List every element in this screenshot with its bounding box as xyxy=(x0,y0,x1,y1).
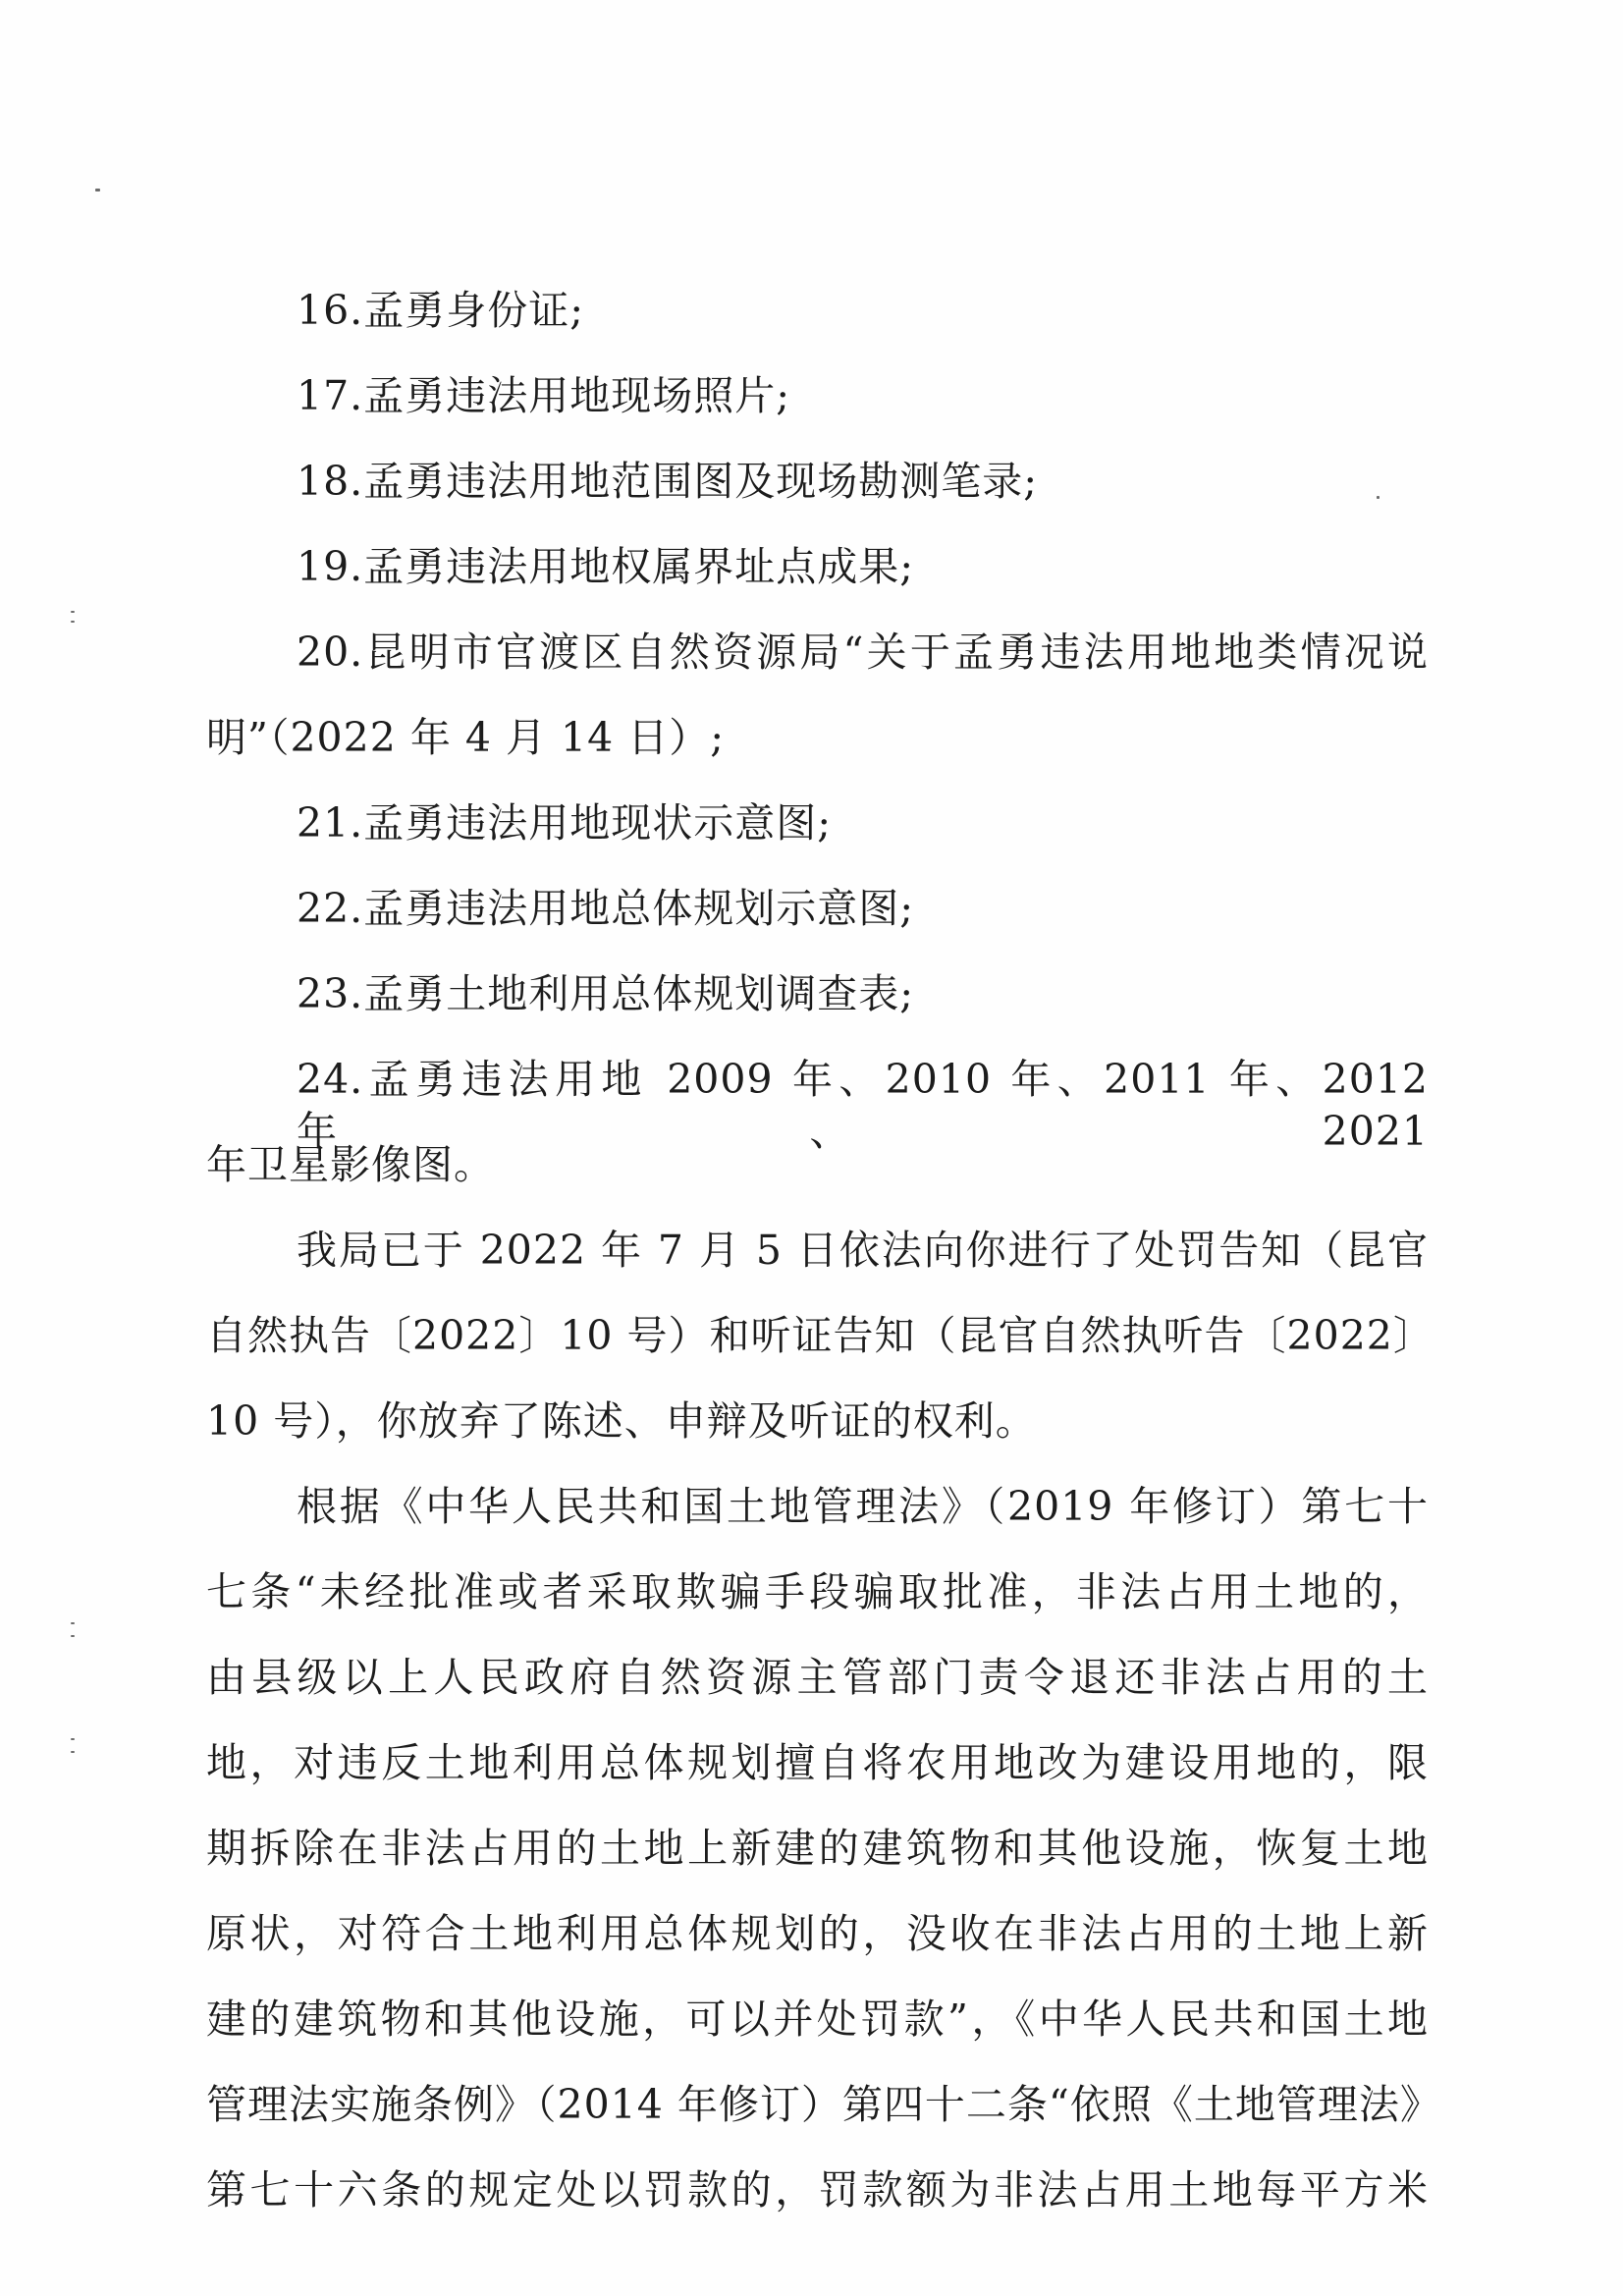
scan-speck xyxy=(71,1738,75,1740)
document-line: 16.孟勇身份证; xyxy=(297,287,585,334)
document-line: 管理法实施条例》（2014 年修订）第四十二条“依照《土地管理法》 xyxy=(206,2081,1441,2128)
document-line: 自然执告〔2022〕10 号）和听证告知（昆官自然执听告〔2022〕 xyxy=(206,1312,1434,1359)
document-line: 24.孟勇违法用地 2009 年、2010 年、2011 年、2012 年、2021 xyxy=(297,1056,1429,1155)
document-line: 年卫星影像图。 xyxy=(206,1141,495,1188)
document-line: 第七十六条的规定处以罚款的，罚款额为非法占用土地每平方米 xyxy=(206,2166,1429,2214)
document-line: 建的建筑物和其他设施，可以并处罚款”，《中华人民共和国土地 xyxy=(206,1995,1429,2043)
document-line: 由县级以上人民政府自然资源主管部门责令退还非法占用的土 xyxy=(206,1654,1429,1701)
document-line: 22.孟勇违法用地总体规划示意图; xyxy=(297,885,915,932)
document-line: 19.孟勇违法用地权属界址点成果; xyxy=(297,543,915,590)
scan-speck xyxy=(71,1635,75,1637)
scan-speck xyxy=(71,1751,75,1753)
document-line: 我局已于 2022 年 7 月 5 日依法向你进行了处罚告知（昆官 xyxy=(297,1227,1429,1274)
document-line: 根据《中华人民共和国土地管理法》（2019 年修订）第七十 xyxy=(297,1483,1429,1530)
scan-speck xyxy=(71,1622,75,1624)
document-line: 23.孟勇土地利用总体规划调查表; xyxy=(297,970,915,1017)
document-line: 18.孟勇违法用地范围图及现场勘测笔录; xyxy=(297,458,1039,505)
scan-speck xyxy=(95,189,100,191)
scan-speck xyxy=(71,611,75,613)
document-line: 原状，对符合土地利用总体规划的，没收在非法占用的土地上新 xyxy=(206,1910,1429,1957)
document-line: 10 号），你放弃了陈述、申辩及听证的权利。 xyxy=(206,1397,1037,1445)
document-line: 七条“未经批准或者采取欺骗手段骗取批准，非法占用土地的， xyxy=(206,1568,1429,1615)
document-line: 17.孟勇违法用地现场照片; xyxy=(297,372,791,419)
scan-speck xyxy=(71,621,75,623)
document-body xyxy=(206,285,1441,2250)
document-line: 地，对违反土地利用总体规划擅自将农用地改为建设用地的，限 xyxy=(206,1739,1429,1786)
document-line: 20.昆明市官渡区自然资源局“关于孟勇违法用地地类情况说 xyxy=(297,629,1429,676)
document-line: 明”（2022 年 4 月 14 日）; xyxy=(206,714,726,761)
document-line: 21.孟勇违法用地现状示意图; xyxy=(297,799,833,847)
document-line: 期拆除在非法占用的土地上新建的建筑物和其他设施，恢复土地 xyxy=(206,1825,1429,1872)
